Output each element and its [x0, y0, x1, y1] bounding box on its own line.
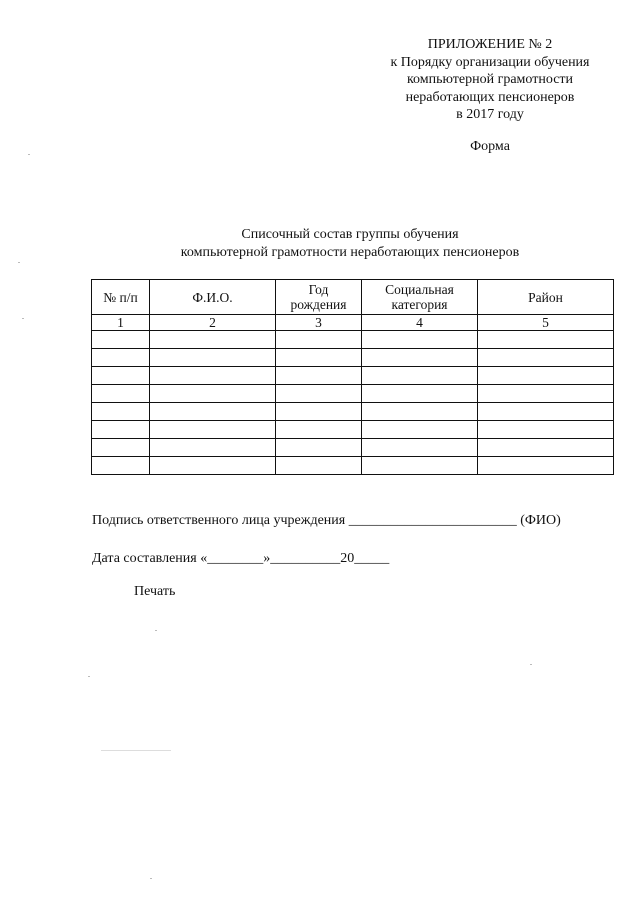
- column-number: 4: [362, 315, 478, 331]
- table-cell: [92, 331, 150, 349]
- table-row: [92, 439, 614, 457]
- table-cell: [150, 403, 276, 421]
- date-line: Дата составления «________»__________20_____: [92, 551, 390, 566]
- title-line-2: компьютерной грамотности неработающих пенсионеров: [180, 245, 520, 260]
- table-cell: [276, 367, 362, 385]
- table-cell: [150, 367, 276, 385]
- table-cell: [92, 457, 150, 475]
- table-row: [92, 457, 614, 475]
- appendix-line-3: компьютерной грамотности: [406, 72, 574, 87]
- appendix-line-2: к Порядку организации обучения: [390, 54, 590, 70]
- scan-speck: [18, 262, 20, 263]
- table-header-row: [92, 280, 614, 315]
- table-cell: [362, 457, 478, 475]
- table-cell: [150, 331, 276, 349]
- table-cell: [478, 457, 614, 475]
- appendix-line-5: в 2017 году: [456, 107, 524, 122]
- scan-speck: [150, 878, 152, 879]
- table-cell: [92, 385, 150, 403]
- column-number: 3: [276, 315, 362, 331]
- header-social-category-line-1: Социальная: [385, 282, 454, 297]
- header-birth-year-line-1: Год: [308, 282, 329, 297]
- table-cell: [362, 385, 478, 403]
- scan-speck: [155, 630, 157, 631]
- appendix-line-1: ПРИЛОЖЕНИЕ № 2: [427, 37, 553, 52]
- table-cell: [150, 421, 276, 439]
- table-cell: [92, 421, 150, 439]
- table-row: [92, 331, 614, 349]
- table-cell: [92, 439, 150, 457]
- table-cell: [478, 421, 614, 439]
- scan-speck: [88, 676, 90, 677]
- table-cell: [92, 367, 150, 385]
- scan-speck: [530, 664, 532, 665]
- table-cell: [150, 385, 276, 403]
- table-cell: [478, 403, 614, 421]
- column-number: 1: [92, 315, 150, 331]
- table-cell: [276, 403, 362, 421]
- table-row: [92, 421, 614, 439]
- table-cell: [276, 421, 362, 439]
- scan-speck: [22, 318, 24, 319]
- table-cell: [150, 439, 276, 457]
- header-social-category-line-2: категория: [391, 297, 448, 312]
- table-cell: [362, 331, 478, 349]
- signature-blank: ________________________: [348, 513, 517, 528]
- table-cell: [276, 331, 362, 349]
- header-district: Район: [478, 280, 614, 315]
- table-cell: [92, 403, 150, 421]
- column-number: 2: [150, 315, 276, 331]
- table-cell: [478, 331, 614, 349]
- scan-speck: [28, 154, 30, 155]
- table-cell: [362, 403, 478, 421]
- appendix-header: [360, 36, 620, 124]
- table-cell: [276, 349, 362, 367]
- table-cell: [276, 385, 362, 403]
- table-cell: [362, 367, 478, 385]
- table-cell: [478, 349, 614, 367]
- group-roster-table: [91, 279, 614, 475]
- table-cell: [478, 385, 614, 403]
- seal-label: Печать: [134, 584, 176, 599]
- table-cell: [150, 349, 276, 367]
- signature-line: [92, 513, 561, 529]
- table-row: [92, 367, 614, 385]
- table-row: [92, 385, 614, 403]
- column-number: 5: [478, 315, 614, 331]
- header-birth-year: [276, 280, 362, 315]
- signature-label: Подпись ответственного лица учреждения: [92, 513, 346, 528]
- title-line-1: Списочный состав группы обучения: [241, 227, 459, 242]
- table-cell: [276, 457, 362, 475]
- header-birth-year-line-2: рождения: [290, 297, 347, 312]
- table-cell: [150, 457, 276, 475]
- header-social-category: [362, 280, 478, 315]
- table-cell: [362, 439, 478, 457]
- table-cell: [362, 349, 478, 367]
- signature-suffix: (ФИО): [520, 513, 561, 528]
- table-row: [92, 349, 614, 367]
- header-fio: Ф.И.О.: [150, 280, 276, 315]
- table-cell: [362, 421, 478, 439]
- table-cell: [276, 439, 362, 457]
- scan-speck: [101, 750, 171, 751]
- table-cell: [478, 439, 614, 457]
- table-cell: [92, 349, 150, 367]
- document-title: [90, 226, 610, 262]
- table-row: [92, 403, 614, 421]
- form-label: Форма: [470, 139, 510, 154]
- header-num: № п/п: [92, 280, 150, 315]
- column-number-row: [92, 315, 614, 331]
- table-cell: [478, 367, 614, 385]
- appendix-line-4: неработающих пенсионеров: [405, 89, 575, 105]
